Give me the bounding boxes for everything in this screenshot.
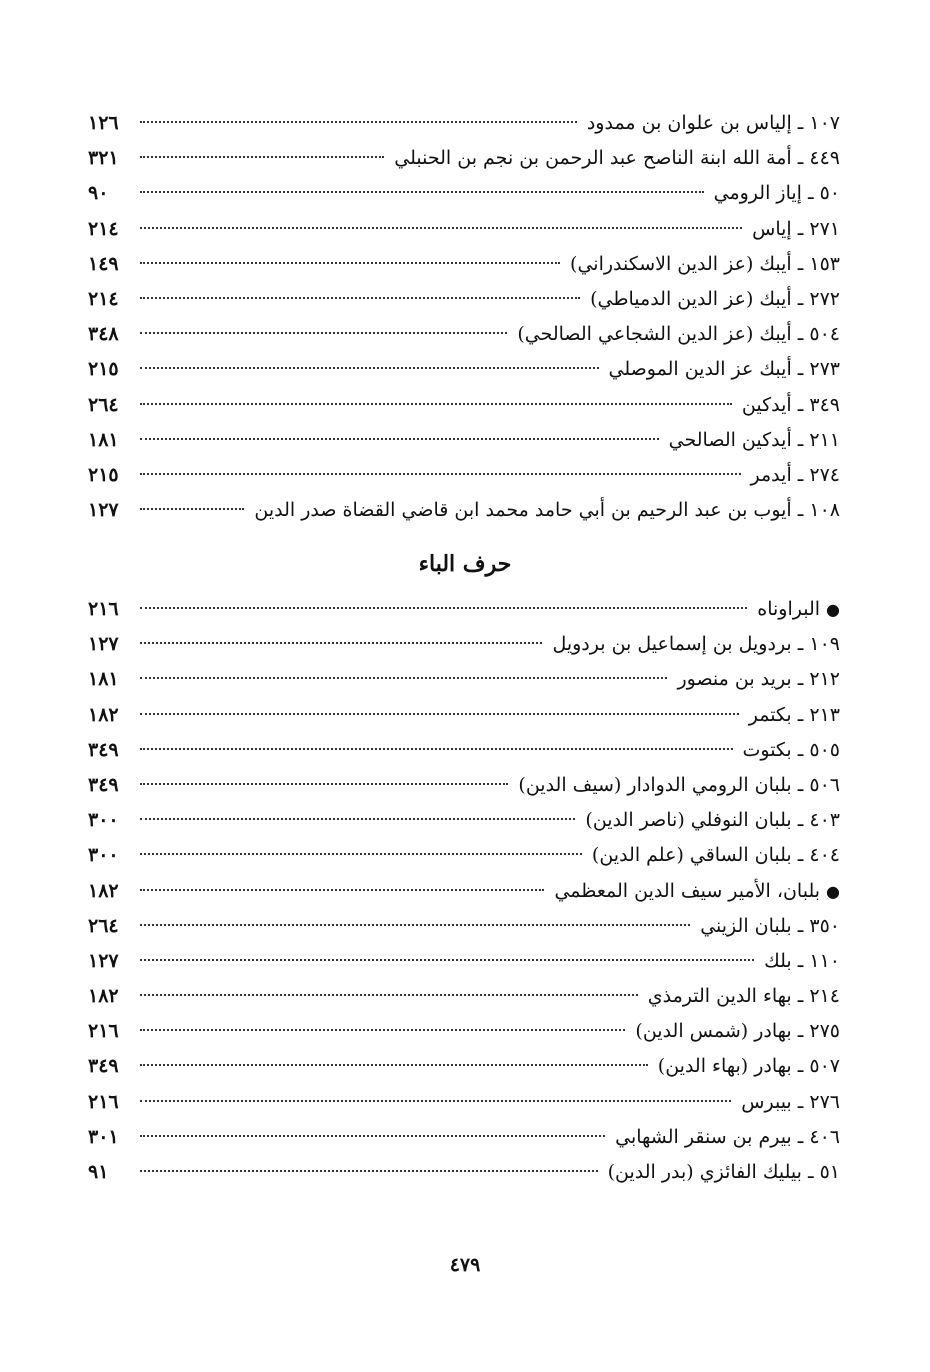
- dot-leader: [140, 262, 560, 264]
- entry-page-number: ٢١٤: [88, 287, 119, 310]
- index-entry: [88, 212, 840, 247]
- entry-text: ١٠٩ ـ بردويل بن إسماعيل بن بردويل: [552, 633, 840, 656]
- entry-text: ٥١ ـ بيليك الفائزي (بدر الدين): [607, 1161, 840, 1183]
- entry-text: ٤٤٩ ـ أمة الله ابنة الناصح عبد الرحمن بن نجم بن الحنبلي: [394, 147, 840, 170]
- entry-page-number: ٢٦٤: [88, 393, 119, 416]
- page-number: ٤٧٩: [449, 1254, 481, 1276]
- entry-number: ٥٠٧: [809, 1055, 840, 1078]
- entry-text: ٢١٣ ـ بكتمر: [748, 703, 840, 726]
- entry-page-number: ١٨٢: [88, 879, 119, 902]
- entry-name: بلبان النوفلي (ناصر الدين): [585, 809, 792, 832]
- dot-leader: [140, 367, 599, 369]
- entry-name: البراوناه: [757, 598, 821, 620]
- entry-number: ٤٠٤: [809, 844, 840, 867]
- entry-name: بلبان، الأمير سيف الدين المعظمي: [554, 879, 821, 902]
- entry-number: ٤٤٩: [809, 147, 840, 170]
- entry-name: أيوب بن عبد الرحيم بن أبي حامد محمد ابن قاضي القضاة صدر الدين: [254, 499, 792, 522]
- entry-page-number: ٣٤٩: [88, 773, 119, 796]
- entry-name: بكتوت: [742, 738, 792, 761]
- entry-name: أيدكين: [741, 393, 792, 416]
- entry-text: ٤٠٣ ـ بلبان النوفلي (ناصر الدين): [585, 809, 840, 832]
- entry-page-number: ٣٤٩: [88, 1055, 119, 1078]
- dot-leader: [140, 994, 638, 996]
- entry-name: إياس: [752, 217, 792, 240]
- entry-name: بلبان الرومي الدوادار (سيف الدين): [518, 773, 792, 796]
- entry-page-number: ١٨٢: [88, 703, 119, 726]
- entry-number: ٢٧٦: [809, 1090, 840, 1113]
- entry-name: بكتمر: [748, 703, 792, 726]
- entry-page-number: ١٨١: [88, 668, 119, 691]
- entry-number: ١٥٣: [809, 252, 840, 275]
- entry-number: ٣٤٩: [809, 393, 840, 416]
- dot-leader: [140, 227, 742, 229]
- index-entry: [88, 317, 840, 352]
- entry-number: ٥٠٤: [809, 323, 840, 346]
- entry-text: ٥٠ ـ إياز الرومي: [713, 182, 840, 205]
- entry-page-number: ٢١٦: [88, 1090, 119, 1113]
- index-entry: [88, 282, 840, 317]
- entry-number: ٢٧٢: [809, 287, 840, 310]
- dot-leader: [140, 853, 582, 855]
- index-entry: [88, 1120, 840, 1155]
- index-entry: [88, 352, 840, 387]
- entry-name: بهاء الدين الترمذي: [647, 985, 792, 1008]
- entry-name: بريد بن منصور: [677, 668, 792, 691]
- entry-text: ٢٧٤ ـ أيدمر: [750, 463, 840, 486]
- entry-number: ٤٠٣: [809, 809, 840, 832]
- entry-text: ١٠٨ ـ أيوب بن عبد الرحيم بن أبي حامد محمد ابن قاضي القضاة صدر الدين: [254, 499, 840, 522]
- index-section-alif: [88, 106, 840, 528]
- entry-name: أيبك (عز الدين الدمياطي): [590, 287, 792, 310]
- entry-page-number: ١٨٢: [88, 985, 119, 1008]
- entry-number: ٥١: [819, 1161, 840, 1183]
- index-entry: [88, 458, 840, 493]
- entry-text: ٢٧٢ ـ أيبك (عز الدين الدمياطي): [590, 287, 840, 310]
- index-entry: [88, 838, 840, 873]
- entry-number: ٣٥٠: [809, 914, 840, 937]
- dot-leader: [140, 1029, 625, 1031]
- index-entry: [88, 176, 840, 211]
- entry-text: ٥٠٥ ـ بكتوت: [742, 738, 840, 761]
- section-heading-ba: حرف الباء: [418, 551, 512, 577]
- dot-leader: [140, 1064, 648, 1066]
- dot-leader: [140, 438, 659, 440]
- entry-text: ٥٠٧ ـ بهادر (بهاء الدين): [657, 1055, 840, 1078]
- entry-page-number: ١٨١: [88, 428, 119, 451]
- index-entry: [88, 247, 840, 282]
- index-entry: [88, 803, 840, 838]
- entry-page-number: ١٤٩: [88, 252, 119, 275]
- entry-name: بيبرس: [741, 1090, 792, 1113]
- entry-page-number: ٢٦٤: [88, 914, 119, 937]
- index-entry: [88, 662, 840, 697]
- entry-text: ٢٧٦ ـ بيبرس: [741, 1090, 840, 1113]
- index-entry: [88, 1085, 840, 1120]
- dot-leader: [140, 403, 732, 405]
- entry-number: ١٠٩: [809, 633, 840, 656]
- entry-text: ٣٤٩ ـ أيدكين: [741, 393, 840, 416]
- entry-number: ١٠٨: [809, 499, 840, 522]
- dot-leader: [140, 607, 747, 609]
- dot-leader: [140, 332, 507, 334]
- entry-text: ٤٠٤ ـ بلبان الساقي (علم الدين): [591, 844, 840, 867]
- dot-leader: [140, 1100, 731, 1102]
- entry-page-number: ٣٠٠: [88, 844, 119, 867]
- entry-name: بردويل بن إسماعيل بن بردويل: [552, 633, 792, 656]
- entry-text: ٢١٢ ـ بريد بن منصور: [677, 668, 840, 691]
- entry-page-number: ٢١٦: [88, 598, 119, 620]
- dot-leader: [140, 508, 244, 510]
- entry-name: أيبك (عز الدين الشجاعي الصالحي): [517, 323, 792, 346]
- index-entry: [88, 592, 840, 627]
- entry-name: أيبك عز الدين الموصلي: [608, 358, 792, 381]
- entry-text: ٢١٤ ـ بهاء الدين الترمذي: [647, 985, 840, 1008]
- entry-text: ٤٠٦ ـ بيرم بن سنقر الشهابي: [615, 1125, 840, 1148]
- entry-page-number: ٣٠٠: [88, 809, 119, 832]
- entry-page-number: ٢١٤: [88, 217, 119, 240]
- index-entry: [88, 979, 840, 1014]
- entry-name: أمة الله ابنة الناصح عبد الرحمن بن نجم بن الحنبلي: [394, 147, 792, 170]
- dot-leader: [140, 924, 690, 926]
- dot-leader: [140, 473, 741, 475]
- index-entry: [88, 1014, 840, 1049]
- entry-page-number: ١٢٧: [88, 499, 119, 522]
- entry-text: ٥٠٤ ـ أيبك (عز الدين الشجاعي الصالحي): [517, 323, 840, 346]
- entry-page-number: ٩١: [88, 1161, 109, 1183]
- dot-leader: [140, 191, 704, 193]
- index-entry: [88, 1049, 840, 1084]
- dot-leader: [140, 1170, 598, 1172]
- dot-leader: [140, 959, 754, 961]
- entry-number: ٢١٤: [809, 985, 840, 1008]
- index-entry: [88, 733, 840, 768]
- index-entry: [88, 874, 840, 909]
- entry-name: إياز الرومي: [713, 182, 802, 205]
- entry-page-number: ١٢٧: [88, 949, 119, 972]
- index-entry: [88, 388, 840, 423]
- index-entry: [88, 1155, 840, 1190]
- entry-page-number: ٣٢١: [88, 147, 119, 170]
- entry-text: [751, 592, 840, 627]
- entry-number: ٢٧٥: [809, 1020, 840, 1043]
- entry-page-number: ٢١٥: [88, 358, 119, 381]
- dot-leader: [140, 642, 542, 644]
- entry-page-number: ٢١٥: [88, 463, 119, 486]
- index-entry: [88, 106, 840, 141]
- entry-text: ٢٧٣ ـ أيبك عز الدين الموصلي: [608, 358, 840, 381]
- index-entry: [88, 944, 840, 979]
- dot-leader: [140, 677, 667, 679]
- entry-number: ٢٧١: [809, 217, 840, 240]
- bullet-icon: ●: [826, 881, 840, 901]
- entry-text: ٢٧١ ـ إياس: [752, 217, 840, 240]
- entry-name: إلياس بن علوان بن ممدود: [586, 112, 792, 134]
- entry-text: ١٥٣ ـ أيبك (عز الدين الاسكندراني): [570, 252, 840, 275]
- entry-number: ٢١٢: [809, 668, 840, 691]
- entry-name: أيدكين الصالحي: [668, 428, 792, 451]
- entry-number: ٢٧٤: [809, 463, 840, 486]
- entry-name: بلبان الساقي (علم الدين): [591, 844, 792, 867]
- entry-text: ٥٠٦ ـ بلبان الرومي الدوادار (سيف الدين): [518, 773, 840, 796]
- entry-name: أيبك (عز الدين الاسكندراني): [570, 252, 792, 275]
- entry-number: ٢١٣: [809, 703, 840, 726]
- entry-name: بلبان الزيني: [700, 914, 792, 937]
- entry-page-number: ٢١٦: [88, 1020, 119, 1043]
- index-entry: [88, 423, 840, 458]
- entry-number: ٥٠: [819, 182, 840, 205]
- entry-page-number: ١٢٧: [88, 633, 119, 656]
- index-entry: [88, 493, 840, 528]
- entry-number: ١٠٧: [809, 112, 840, 134]
- entry-text: ٣٥٠ ـ بلبان الزيني: [700, 914, 840, 937]
- entry-number: ٥٠٦: [809, 773, 840, 796]
- entry-number: ٢١١: [809, 428, 840, 451]
- entry-text: ١٠٧ ـ إلياس بن علوان بن ممدود: [586, 112, 840, 134]
- entry-page-number: ٣٠١: [88, 1125, 119, 1148]
- entry-page-number: ٣٤٨: [88, 323, 119, 346]
- entry-number: ٤٠٦: [809, 1125, 840, 1148]
- entry-page-number: ٣٤٩: [88, 738, 119, 761]
- dot-leader: [140, 1135, 605, 1137]
- dot-leader: [140, 156, 384, 158]
- dot-leader: [140, 713, 739, 715]
- index-entry: [88, 768, 840, 803]
- entry-text: [548, 874, 840, 909]
- entry-text: ٢١١ ـ أيدكين الصالحي: [668, 428, 840, 451]
- entry-page-number: ٩٠: [88, 182, 109, 205]
- index-entry: [88, 698, 840, 733]
- index-entry: [88, 909, 840, 944]
- bullet-icon: ●: [826, 600, 840, 619]
- entry-page-number: ١٢٦: [88, 112, 119, 134]
- entry-name: أيدمر: [750, 463, 792, 486]
- dot-leader: [140, 889, 544, 891]
- entry-name: بيليك الفائزي (بدر الدين): [607, 1161, 802, 1183]
- entry-number: ٥٠٥: [809, 738, 840, 761]
- dot-leader: [140, 748, 733, 750]
- entry-name: بهادر (بهاء الدين): [657, 1055, 792, 1078]
- entry-number: ١١٠: [809, 949, 840, 972]
- entry-name: بيرم بن سنقر الشهابي: [615, 1125, 792, 1148]
- entry-text: ١١٠ ـ بلك: [764, 949, 840, 972]
- index-entry: [88, 141, 840, 176]
- dot-leader: [140, 818, 575, 820]
- entry-number: ٢٧٣: [809, 358, 840, 381]
- entry-text: ٢٧٥ ـ بهادر (شمس الدين): [635, 1020, 840, 1043]
- entry-name: بلك: [764, 949, 792, 972]
- entry-name: بهادر (شمس الدين): [635, 1020, 792, 1043]
- index-section-ba: [88, 592, 840, 1190]
- index-entry: [88, 627, 840, 662]
- dot-leader: [140, 297, 580, 299]
- dot-leader: [140, 121, 577, 123]
- dot-leader: [140, 783, 508, 785]
